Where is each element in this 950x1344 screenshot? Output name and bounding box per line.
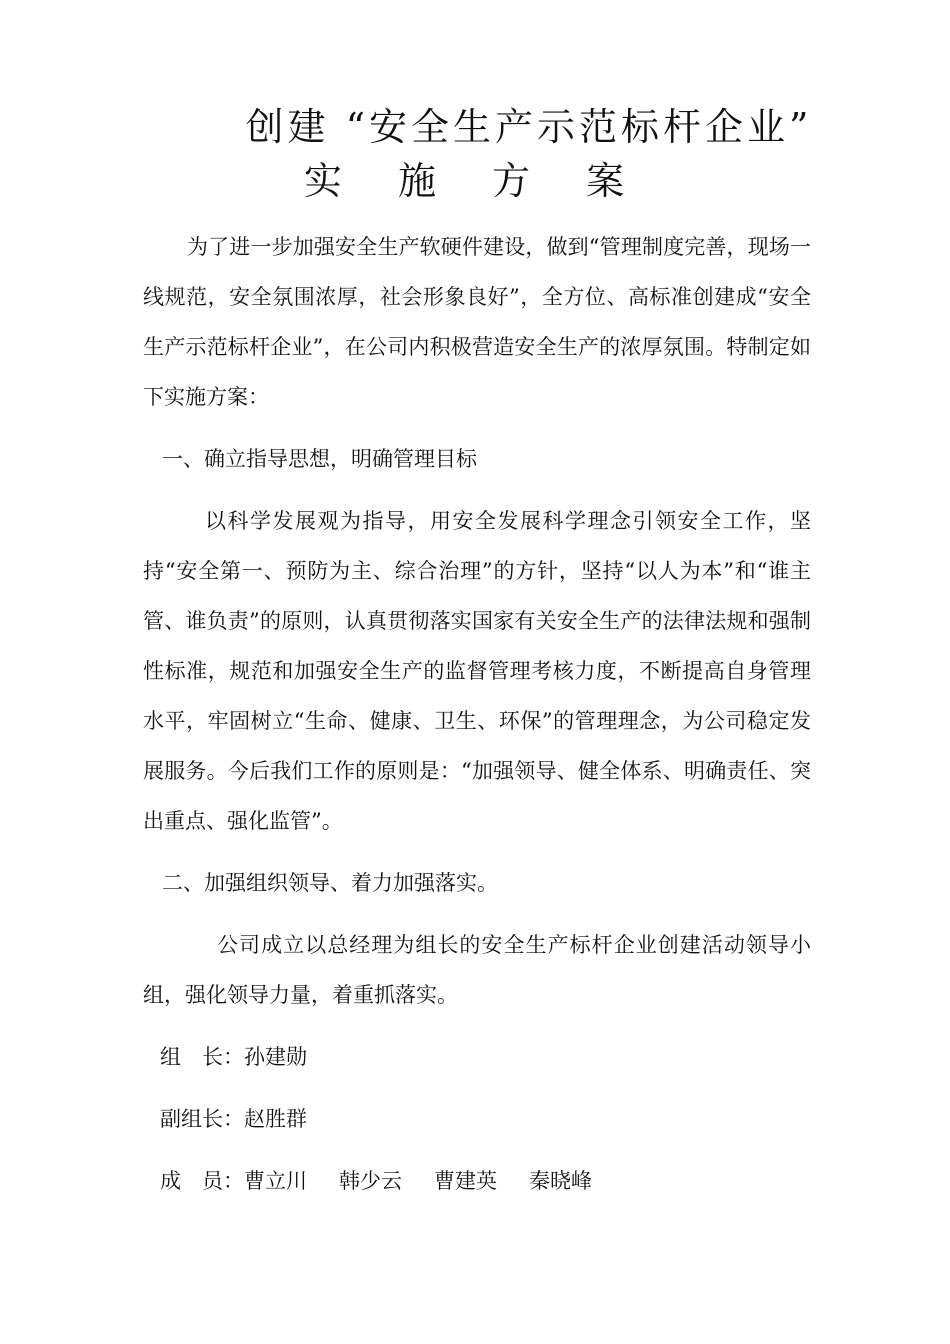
members-line [160,1156,592,1206]
section2-heading: 二、加强组织领导、着力加强落实。 [162,871,498,895]
section2-paragraph: 公司成立以总经理为组长的安全生产标杆企业创建活动领导小组，强化领导力量，着重抓落实。 [143,933,811,1007]
member-name: 秦晓峰 [529,1169,592,1193]
member-name: 曹立川 [244,1169,307,1193]
members-label: 成 员： [160,1169,244,1193]
member-name: 韩少云 [339,1169,402,1193]
leader-label: 组 长： [160,1045,244,1069]
document-title-line1: 创建 “安全生产示范标杆企业” [245,105,813,149]
deputy-label: 副组长： [160,1107,244,1131]
leader-name: 孙建勋 [244,1045,307,1069]
deputy-name: 赵胜群 [244,1107,307,1131]
deputy-line [160,1094,307,1144]
document-title-line2: 实 施 方 案 [303,159,647,203]
leader-line [160,1032,307,1082]
section1-paragraph: 以科学发展观为指导，用安全发展科学理念引领安全工作，坚持“安全第一、预防为主、综合治理”的方针，坚持“以人为本”和“谁主管、谁负责”的原则，认真贯彻落实国家有关安全生产的法律法规和强制性标准，规范和加强安全生产的监督管理考核力度，不断提高自身管理水平，牢固树立“生命、健康、卫生、环保”的管理理念，为公司稳定发展服务。今后我们工作的原则是：“加强领导、健全体系、明确责任、突出重点、强化监管”。 [143,509,811,833]
member-name: 曹建英 [434,1169,497,1193]
intro-paragraph: 为了进一步加强安全生产软硬件建设，做到“管理制度完善，现场一线规范，安全氛围浓厚，社会形象良好”，全方位、高标准创建成“安全生产示范标杆企业”，在公司内积极营造安全生产的浓厚氛围。特制定如下实施方案： [143,235,811,409]
section1-heading: 一、确立指导思想，明确管理目标 [162,447,477,471]
